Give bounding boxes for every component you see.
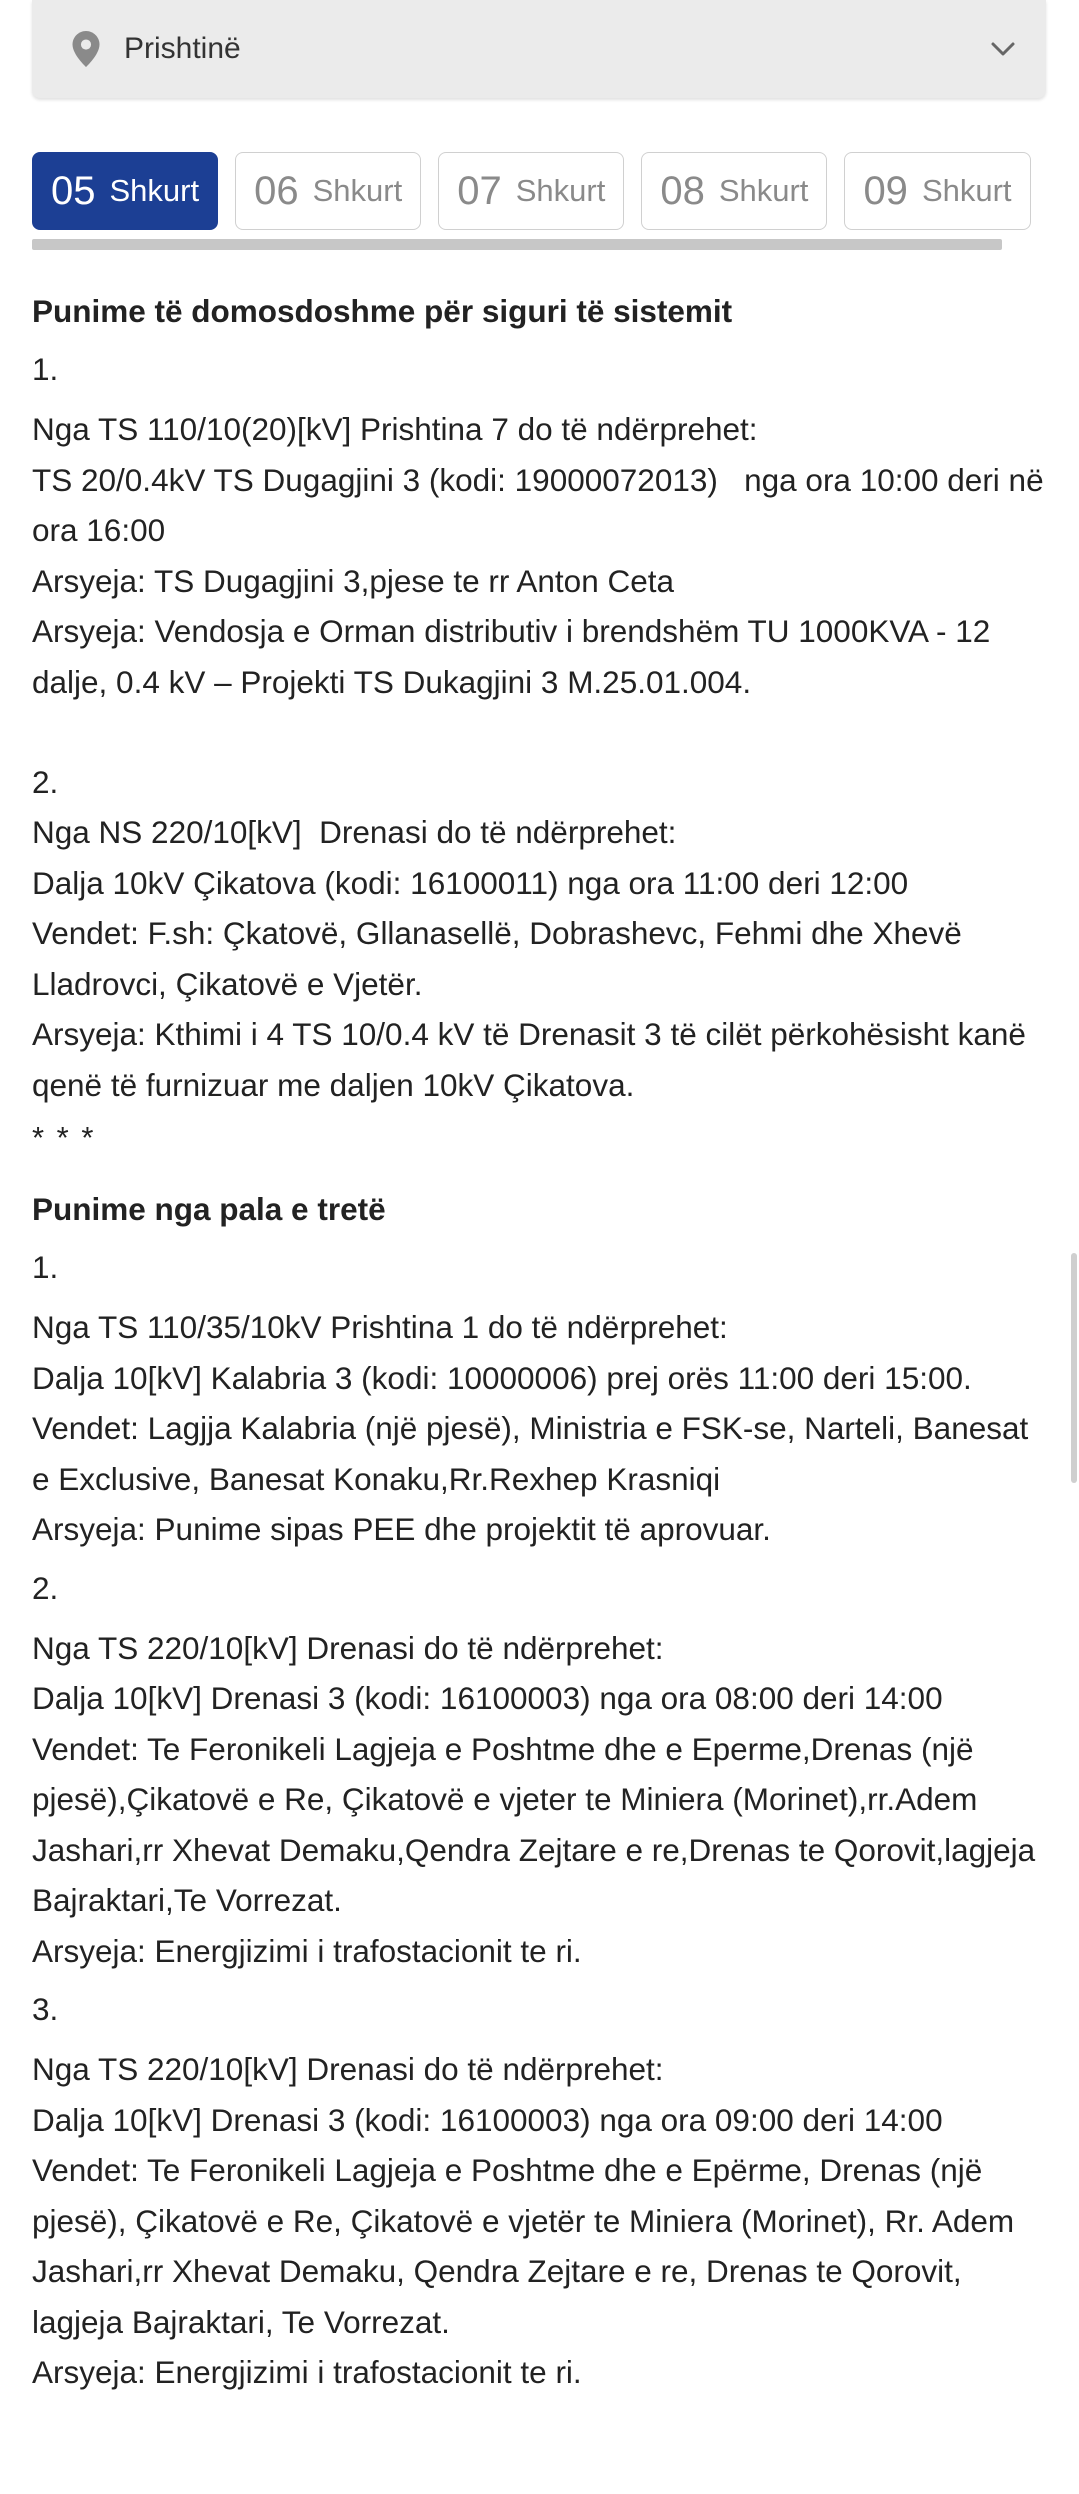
date-tab-day: 09 — [863, 168, 908, 213]
item-line: Arsyeja: Vendosja e Orman distributiv i brendshëm TU 1000KVA - 12 dalje, 0.4 kV – Projekti TS Dukagjini 3 M.25.01.004. — [32, 613, 1000, 700]
section-title: Punime të domosdoshme për siguri të sistemit — [32, 293, 733, 329]
item-line: Nga TS 110/35/10kV Prishtina 1 do të ndërprehet: — [32, 1309, 728, 1345]
date-tab-06[interactable] — [235, 152, 421, 230]
date-tab-09[interactable] — [844, 152, 1030, 230]
page-scrollbar[interactable] — [1071, 1253, 1077, 1483]
item-line: Nga TS 110/10(20)[kV] Prishtina 7 do të ndërprehet: — [32, 411, 758, 447]
item-line: Vendet: Te Feronikeli Lagjeja e Poshtme dhe e Eperme,Drenas (një pjesë),Çikatovë e Re, Çikatovë e vjeter te Miniera (Morinet),rr.Adem Jashari,rr Xhevat Demaku,Qendra Zejtare e re,Drenas te Qorovit,lagjeja Bajraktari,Te Vorrezat. — [32, 1730, 1044, 1918]
chevron-down-icon — [988, 34, 1018, 64]
map-pin-icon — [72, 31, 100, 67]
outage-list — [32, 286, 1052, 2398]
date-tab-day: 07 — [457, 168, 502, 213]
item-line: Vendet: F.sh: Çkatovë, Gllanasellë, Dobrashevc, Fehmi dhe Xhevë Lladrovci, Çikatovë e Vjetër. — [32, 915, 971, 1002]
section-title: Punime nga pala e tretë — [32, 1191, 386, 1227]
date-tab-08[interactable] — [641, 152, 827, 230]
date-tab-month: Shkurt — [921, 173, 1012, 208]
item-line: Dalja 10[kV] Kalabria 3 (kodi: 10000006) prej orës 11:00 deri 15:00. — [32, 1359, 972, 1396]
date-tab-day: 06 — [254, 168, 299, 213]
item-line: Arsyeja: TS Dugagjini 3,pjese te rr Anton Ceta — [32, 562, 675, 599]
item-line: Arsyeja: Energjizimi i trafostacionit te ri. — [32, 1932, 582, 1969]
date-tabs[interactable] — [32, 152, 1046, 232]
item-line: Vendet: Te Feronikeli Lagjeja e Poshtme dhe e Epërme, Drenas (një pjesë), Çikatovë e Re, Çikatovë e vjetër te Miniera (Morinet), Rr. Adem Jashari,rr Xhevat Demaku, Qendra Zejtare e re, Drenas te Qorovit, lagjeja Bajraktari, Te Vorrezat. — [32, 2152, 1023, 2340]
item-line: Nga NS 220/10[kV] Drenasi do të ndërprehet: — [32, 814, 677, 850]
date-tab-05[interactable] — [32, 152, 218, 230]
date-tabs-scrollbar[interactable] — [32, 239, 1002, 250]
item-line: Arsyeja: Punime sipas PEE dhe projektit të aprovuar. — [32, 1511, 771, 1547]
section-separator: * * * — [32, 1120, 96, 1155]
item-number: 2. — [32, 764, 59, 800]
item-line: Nga TS 220/10[kV] Drenasi do të ndërprehet: — [32, 2051, 664, 2087]
date-tab-month: Shkurt — [109, 173, 200, 208]
item-line: TS 20/0.4kV TS Dugagjini 3 (kodi: 19000072013) nga ora 10:00 deri në ora 16:00 — [32, 461, 1053, 548]
date-tab-07[interactable] — [438, 152, 624, 230]
item-line: Arsyeja: Kthimi i 4 TS 10/0.4 kV të Drenasit 3 të cilët përkohësisht kanë qenë të furnizuar me daljen 10kV Çikatova. — [32, 1016, 1035, 1103]
item-number: 1. — [32, 1249, 59, 1285]
region-select[interactable] — [32, 0, 1046, 98]
item-line: Vendet: Lagjja Kalabria (një pjesë), Ministria e FSK-se, Narteli, Banesat e Exclusive, Banesat Konaku,Rr.Rexhep Krasniqi — [32, 1410, 1038, 1497]
date-tab-day: 08 — [660, 168, 705, 213]
item-line: Nga TS 220/10[kV] Drenasi do të ndërprehet: — [32, 1629, 664, 1666]
item-line: Arsyeja: Energjizimi i trafostacionit te ri. — [32, 2354, 582, 2390]
item-line: Dalja 10[kV] Drenasi 3 (kodi: 16100003) nga ora 09:00 deri 14:00 — [32, 2101, 943, 2138]
region-select-value: Prishtinë — [124, 32, 241, 65]
date-tab-month: Shkurt — [718, 173, 809, 208]
item-number: 3. — [32, 1991, 59, 2027]
item-line: Dalja 10[kV] Drenasi 3 (kodi: 16100003) nga ora 08:00 deri 14:00 — [32, 1680, 943, 1716]
date-tab-month: Shkurt — [515, 173, 606, 208]
item-number: 1. — [32, 351, 59, 387]
date-tab-day: 05 — [51, 168, 96, 213]
date-tab-month: Shkurt — [312, 173, 403, 208]
item-line: Dalja 10kV Çikatova (kodi: 16100011) nga ora 11:00 deri 12:00 — [32, 864, 909, 901]
item-number: 2. — [32, 1569, 59, 1606]
